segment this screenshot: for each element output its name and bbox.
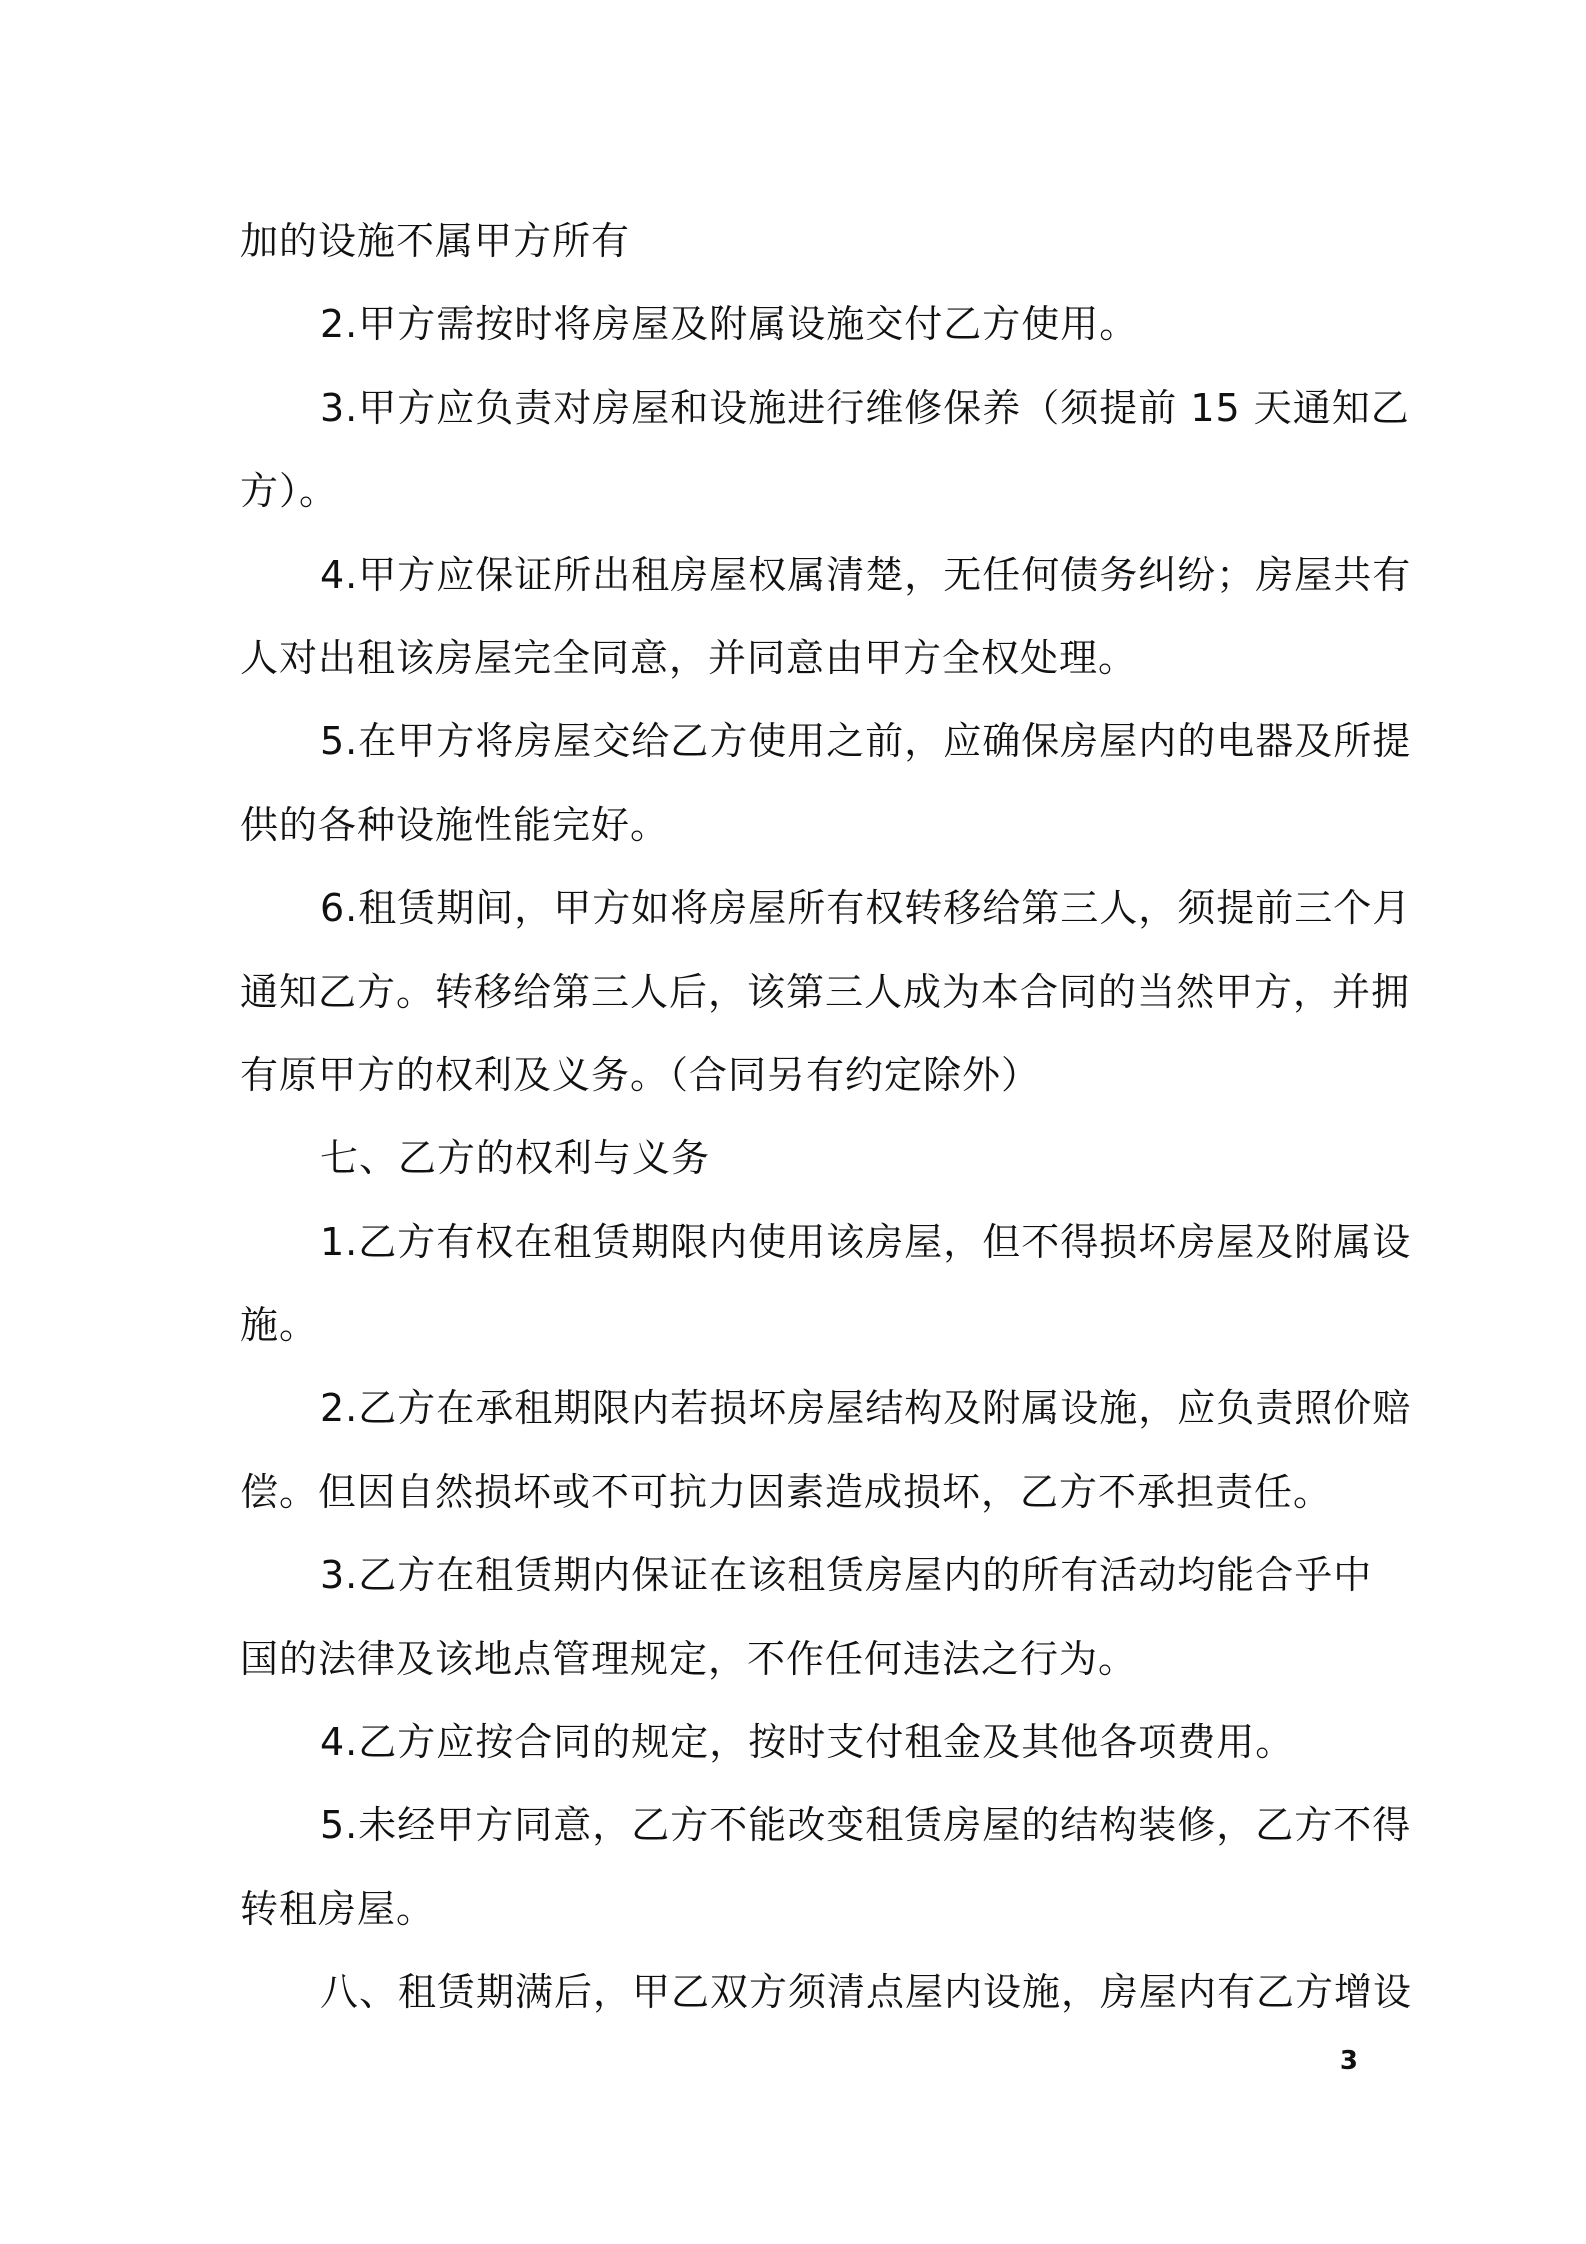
text-line: 6.租赁期间，甲方如将房屋所有权转移给第三人，须提前三个月 bbox=[320, 886, 1412, 931]
text-line: 通知乙方。转移给第三人后，该第三人成为本合同的当然甲方，并拥 bbox=[240, 969, 1411, 1014]
text-line: 供的各种设施性能完好。 bbox=[240, 802, 670, 847]
text-line: 施。 bbox=[240, 1303, 319, 1348]
text-line: 偿。但因自然损坏或不可抗力因素造成损坏，乙方不承担责任。 bbox=[240, 1469, 1333, 1514]
text-line: 2.乙方在承租期限内若损坏房屋结构及附属设施，应负责照价赔 bbox=[320, 1386, 1412, 1431]
text-line: 3.甲方应负责对房屋和设施进行维修保养（须提前 15 天通知乙 bbox=[320, 385, 1410, 430]
text-line: 转租房屋。 bbox=[240, 1886, 436, 1931]
text-line: 2.甲方需按时将房屋及附属设施交付乙方使用。 bbox=[320, 302, 1139, 347]
document-body bbox=[240, 200, 1413, 2035]
page-number: 3 bbox=[1339, 2046, 1358, 2076]
text-line: 4.甲方应保证所出租房屋权属清楚，无任何债务纠纷；房屋共有 bbox=[320, 552, 1412, 597]
text-line: 1.乙方有权在租赁期限内使用该房屋，但不得损坏房屋及附属设 bbox=[320, 1219, 1412, 1264]
text-line: 4.乙方应按合同的规定，按时支付租金及其他各项费用。 bbox=[320, 1720, 1295, 1765]
section-heading: 八、租赁期满后，甲乙双方须清点屋内设施，房屋内有乙方增设 bbox=[320, 1970, 1413, 2015]
text-line: 5.未经甲方同意，乙方不能改变租赁房屋的结构装修，乙方不得 bbox=[320, 1803, 1412, 1848]
text-line: 有原甲方的权利及义务。（合同另有约定除外） bbox=[240, 1052, 1041, 1097]
text-line: 3.乙方在租赁期内保证在该租赁房屋内的所有活动均能合乎中 bbox=[320, 1553, 1373, 1598]
text-line: 方）。 bbox=[240, 469, 339, 514]
text-line: 加的设施不属甲方所有 bbox=[240, 219, 631, 263]
text-line: 人对出租该房屋完全同意，并同意由甲方全权处理。 bbox=[240, 635, 1138, 680]
text-line: 5.在甲方将房屋交给乙方使用之前，应确保房屋内的电器及所提 bbox=[320, 719, 1412, 764]
section-heading: 七、乙方的权利与义务 bbox=[320, 1136, 711, 1181]
text-line: 国的法律及该地点管理规定，不作任何违法之行为。 bbox=[240, 1636, 1138, 1681]
